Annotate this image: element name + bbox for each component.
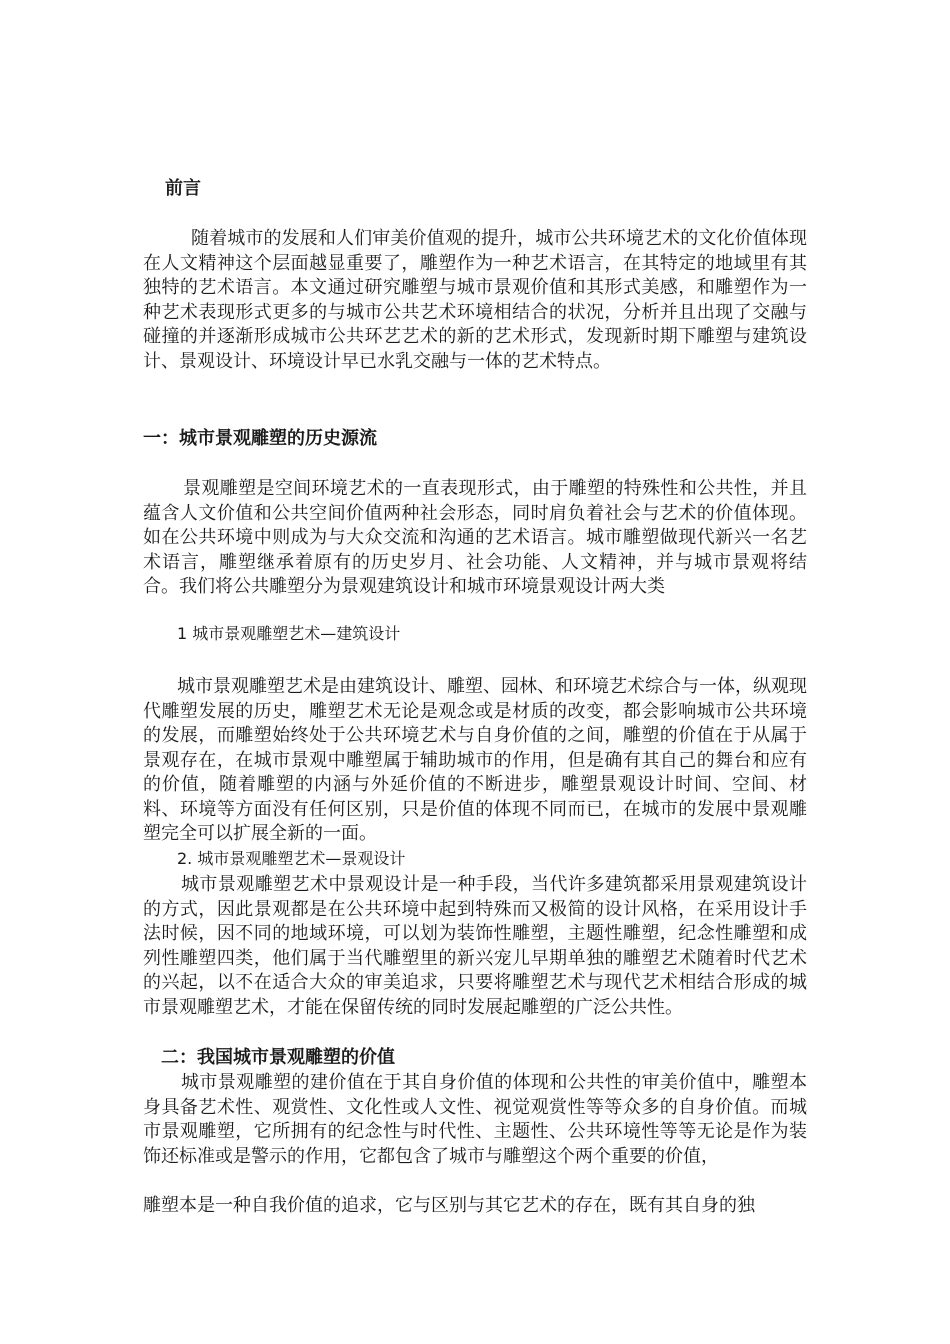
subsection-2-paragraph: 城市景观雕塑艺术中景观设计是一种手段，当代许多建筑都采用景观建筑设计的方式，因此景观都是在公共环境中起到特殊而又极简的设计风格，在采用设计手法时候，因不同的地域环境，可以划为装饰性雕塑，主题性雕塑，纪念性雕塑和成列性雕塑四类，他们属于当代雕塑里的新兴宠儿早期单独的雕塑艺术随着时代艺术的兴起，以不在适合大众的审美追求，只要将雕塑艺术与现代艺术相结合形成的城市景观雕塑艺术，才能在保留传统的同时发展起雕塑的广泛公共性。 [143, 874, 807, 1018]
section-1-paragraph: 景观雕塑是空间环境艺术的一直表现形式，由于雕塑的特殊性和公共性，并且蕴含人文价值和公共空间价值两种社会形态，同时肩负着社会与艺术的价值体现。如在公共环境中则成为与大众交流和沟通的艺术语言。城市雕塑做现代新兴一名艺术语言，雕塑继承着原有的历史岁月、社会功能、人文精神，并与城市景观将结合。我们将公共雕塑分为景观建筑设计和城市环境景观设计两大类 [143, 478, 807, 597]
section-2-paragraph: 城市景观雕塑的建价值在于其自身价值的体现和公共性的审美价值中，雕塑本身具备艺术性、观赏性、文化性或人文性、视觉观赏性等等众多的自身价值。而城市景观雕塑，它所拥有的纪念性与时代性、主题性、公共环境性等等无论是作为装饰还标准或是警示的作用，它都包含了城市与雕塑这个两个重要的价值， [143, 1072, 807, 1167]
subsection-1-heading: 1 城市景观雕塑艺术—建筑设计 [177, 624, 401, 643]
preface-paragraph: 随着城市的发展和人们审美价值观的提升，城市公共环境艺术的文化价值体现在人文精神这个层面越显重要了，雕塑作为一种艺术语言，在其特定的地域里有其独特的艺术语言。本文通过研究雕塑与城市景观价值和其形式美感，和雕塑作为一种艺术表现形式更多的与城市公共艺术环境相结合的状况，分析并且出现了交融与碰撞的并逐渐形成城市公共环艺艺术的新的艺术形式，发现新时期下雕塑与建筑设计、景观设计、环境设计早已水乳交融与一体的艺术特点。 [143, 228, 807, 372]
preface-heading: 前言 [165, 178, 201, 199]
continuation-line: 雕塑本是一种自我价值的追求，它与区别与其它艺术的存在，既有其自身的独 [143, 1195, 755, 1216]
section-1-heading: 一：城市景观雕塑的历史源流 [143, 428, 377, 449]
subsection-1-paragraph: 城市景观雕塑艺术是由建筑设计、雕塑、园林、和环境艺术综合与一体，纵观现代雕塑发展的历史，雕塑艺术无论是观念或是材质的改变，都会影响城市公共环境的发展，而雕塑始终处于公共环境艺术与自身价值的之间，雕塑的价值在于从属于景观存在，在城市景观中雕塑属于辅助城市的作用，但是确有其自己的舞台和应有的价值，随着雕塑的内涵与外延价值的不断进步，雕塑景观设计时间、空间、材料、环境等方面没有任何区别，只是价值的体现不同而已，在城市的发展中景观雕塑完全可以扩展全新的一面。 [143, 676, 807, 844]
section-2-heading: 二：我国城市景观雕塑的价值 [161, 1047, 395, 1068]
subsection-2-heading: 2. 城市景观雕塑艺术—景观设计 [177, 849, 406, 868]
